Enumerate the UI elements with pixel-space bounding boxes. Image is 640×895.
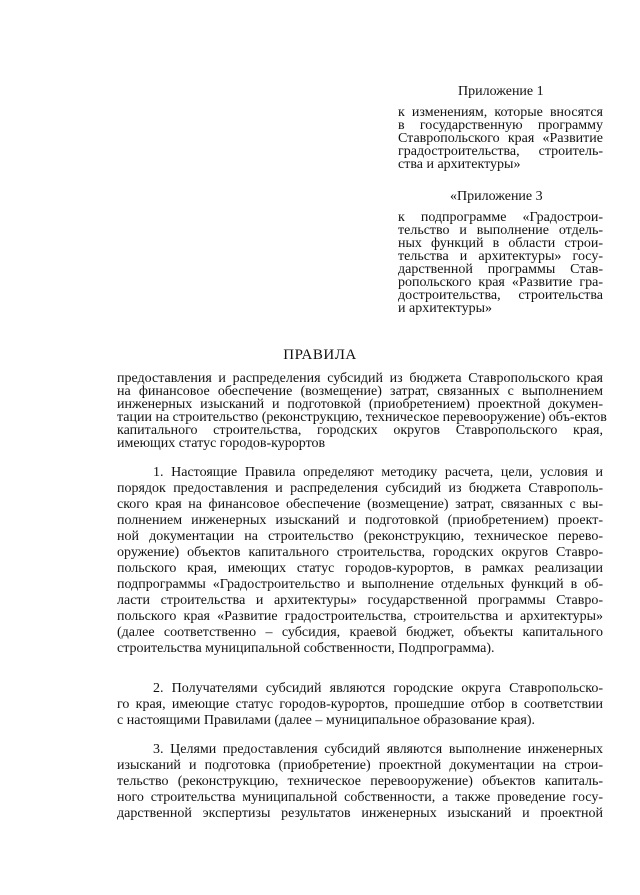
document-subtitle xyxy=(117,371,607,451)
appendix1-text xyxy=(398,106,603,171)
paragraph-line: оружение) объектов капитального строительства, городских округов Ставро- xyxy=(117,545,603,560)
subtitle-line: инженерных изысканий и подготовкой (приобретением) проектной докумен- xyxy=(117,397,603,412)
paragraph-line: с настоящими Правилами (далее – муниципальное образование края). xyxy=(117,713,536,728)
paragraph-line: ной документации на строительство (реконструкцию, техническое перево- xyxy=(117,529,603,544)
appendix1-line: Ставропольского края «Развитие xyxy=(398,131,603,146)
appendix3-line: тельства и архитектуры» госу- xyxy=(398,249,603,264)
paragraph-line: ласти строительства и архитектуры» государственной программы Ставро- xyxy=(117,593,603,608)
paragraph-line: дарственной экспертизы результатов инженерных изысканий и проектной xyxy=(117,806,603,821)
appendix3-line: и архитектуры» xyxy=(398,301,492,316)
paragraph-line: изысканий и подготовка (приобретение) проектной документации на строи- xyxy=(117,758,603,773)
paragraph-line: строительства муниципальной собственности, Подпрограмма). xyxy=(117,641,495,656)
appendix1-line: в государственную программу xyxy=(398,118,603,133)
appendix1-line: градостроительства, строитель- xyxy=(398,144,603,159)
paragraph-line: полнением инженерных изысканий и подготовкой (приобретением) проект- xyxy=(117,513,603,528)
paragraph-line: польского края «Развитие градостроительства, строительства и архитектуры» xyxy=(117,609,603,624)
appendix1-title: Приложение 1 xyxy=(458,84,544,99)
appendix3-line: дарственной программы Став- xyxy=(398,262,603,277)
appendix3-line: ных функций в области строи- xyxy=(398,236,603,251)
paragraph-line: 3. Целями предоставления субсидий являются выполнение инженерных xyxy=(153,742,603,757)
paragraph-1 xyxy=(117,465,603,657)
subtitle-line: тации на строительство (реконструкцию, техническое перевооружение) объ-ектов xyxy=(117,410,607,425)
paragraph-line: 2. Получателями субсидий являются городские округа Ставропольско- xyxy=(153,681,603,696)
paragraph-line: го края, имеющие статус городов-курортов, прошедшие отбор в соответствии xyxy=(117,697,603,712)
paragraph-line: (далее соответственно – субсидия, краевой бюджет, объекты капитального xyxy=(117,625,603,640)
subtitle-line: на финансовое обеспечение (возмещение) затрат, связанных с выполнением xyxy=(117,384,603,399)
appendix3-line: тельство и выполнение отдель- xyxy=(398,223,603,238)
paragraph-line: польского края, имеющих статус городов-курортов, в рамках реализации xyxy=(117,561,603,576)
subtitle-line: предоставления и распределения субсидий из бюджета Ставропольского края xyxy=(117,371,603,386)
appendix1-line: ства и архитектуры» xyxy=(398,157,521,172)
paragraph-3 xyxy=(117,742,603,822)
paragraph-line: ского края на финансовое обеспечение (возмещение) затрат, связанных с вы- xyxy=(117,497,603,512)
appendix1-line: к изменениям, которые вносятся xyxy=(398,105,603,120)
document-heading: ПРАВИЛА xyxy=(283,347,357,363)
subtitle-line: капитального строительства, городских округов Ставропольского края, xyxy=(117,423,603,438)
appendix3-line: ропольского края «Развитие гра- xyxy=(398,275,603,290)
appendix3-title: «Приложение 3 xyxy=(450,189,543,204)
appendix3-line: достроительства, строительства xyxy=(398,288,603,303)
appendix3-text xyxy=(398,211,603,315)
subtitle-line: имеющих статус городов-курортов xyxy=(117,436,326,451)
paragraph-2 xyxy=(117,681,603,729)
paragraph-line: тельство (реконструкцию, техническое перевооружение) объектов капиталь- xyxy=(117,774,603,789)
paragraph-line: 1. Настоящие Правила определяют методику расчета, цели, условия и xyxy=(153,465,603,480)
paragraph-line: подпрограммы «Градостроительство и выполнение отдельных функций в об- xyxy=(117,577,603,592)
paragraph-line: порядок предоставления и распределения субсидий из бюджета Ставрополь- xyxy=(117,481,603,496)
appendix3-line: к подпрограмме «Градострои- xyxy=(398,210,603,225)
paragraph-line: ного строительства муниципальной собственности, а также проведение госу- xyxy=(117,790,603,805)
